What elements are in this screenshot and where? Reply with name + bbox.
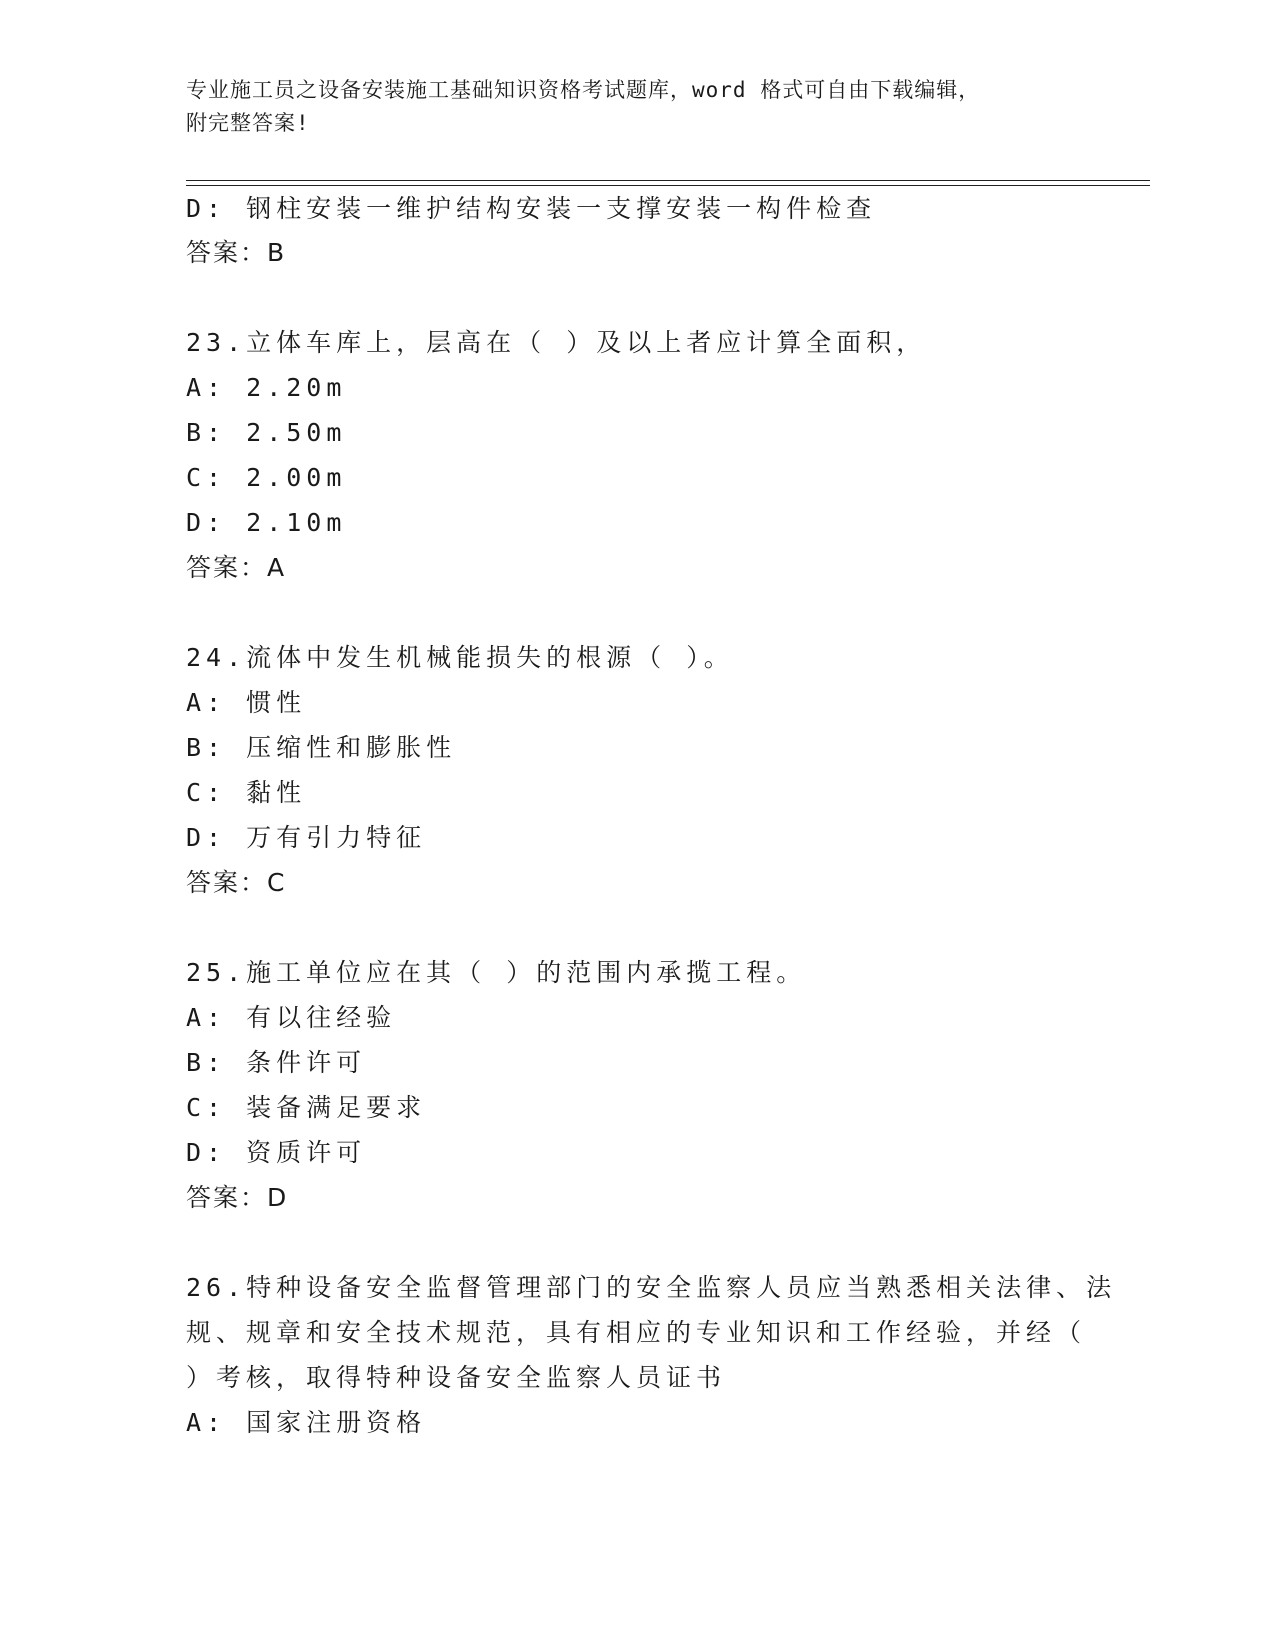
question-25-stem: 25.施工单位应在其（ ）的范围内承揽工程。	[186, 958, 807, 987]
question-25-answer: 答案：D	[186, 1183, 289, 1212]
question-24-stem: 24.流体中发生机械能损失的根源（ ）。	[186, 643, 734, 672]
document-header	[186, 74, 1086, 140]
question-25-option-b: B: 条件许可	[186, 1048, 367, 1077]
question-24-option-d: D: 万有引力特征	[186, 823, 427, 852]
question-25-option-c: C: 装备满足要求	[186, 1093, 427, 1122]
question-23-option-b: B: 2.50m	[186, 418, 347, 447]
question-23-stem: 23.立体车库上，层高在（ ）及以上者应计算全面积，	[186, 328, 927, 357]
header-divider-top	[186, 180, 1150, 181]
prev-answer: 答案：B	[186, 238, 287, 267]
question-25-option-a: A: 有以往经验	[186, 1003, 397, 1032]
question-24-answer: 答案：C	[186, 868, 287, 897]
question-24-option-c: C: 黏性	[186, 778, 307, 807]
header-divider-bottom	[186, 185, 1150, 186]
question-23-option-c: C: 2.00m	[186, 463, 347, 492]
question-24-option-b: B: 压缩性和膨胀性	[186, 733, 457, 762]
question-23-option-a: A: 2.20m	[186, 373, 347, 402]
header-line-1: 专业施工员之设备安装施工基础知识资格考试题库，word 格式可自由下载编辑，	[186, 78, 981, 102]
question-26-stem-line-1: 26.特种设备安全监督管理部门的安全监察人员应当熟悉相关法律、法	[186, 1273, 1117, 1302]
question-26-stem-line-2: 规、规章和安全技术规范，具有相应的专业知识和工作经验，并经（	[186, 1318, 1087, 1347]
prev-option-d: D: 钢柱安装一维护结构安装一支撑安装一构件检查	[186, 194, 877, 223]
question-26-option-a: A: 国家注册资格	[186, 1408, 427, 1437]
question-26-stem-line-3: ）考核，取得特种设备安全监察人员证书	[186, 1363, 727, 1392]
question-23-answer: 答案：A	[186, 553, 287, 582]
header-line-2: 附完整答案!	[186, 111, 310, 135]
question-23-option-d: D: 2.10m	[186, 508, 347, 537]
question-25-option-d: D: 资质许可	[186, 1138, 367, 1167]
question-24-option-a: A: 惯性	[186, 688, 307, 717]
